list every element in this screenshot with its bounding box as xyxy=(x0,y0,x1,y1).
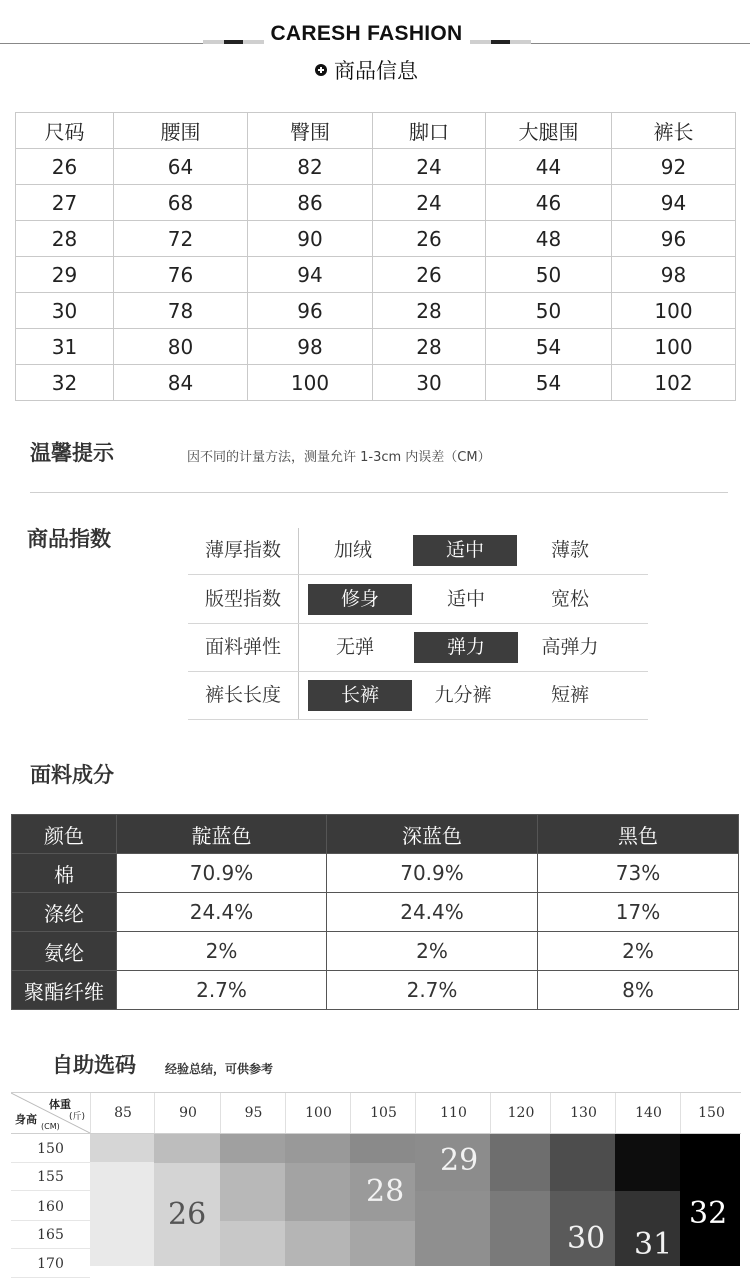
row-header: 棉 xyxy=(12,854,117,893)
table-row xyxy=(16,293,736,329)
cell: 54 xyxy=(486,329,612,365)
col-header: 尺码 xyxy=(16,113,114,149)
cell: 64 xyxy=(114,149,248,185)
size-label-30: 30 xyxy=(567,1221,606,1256)
table-row xyxy=(12,854,739,893)
col-header: 臀围 xyxy=(248,113,373,149)
cell: 50 xyxy=(486,293,612,329)
corner-weight-label: 体重 xyxy=(49,1098,71,1111)
index-row-elasticity xyxy=(188,623,648,672)
size-block xyxy=(90,1162,154,1266)
size-chart-note: 经验总结，可供参考 xyxy=(165,1062,274,1076)
fabric-title: 面料成分 xyxy=(30,763,114,787)
section-subtitle xyxy=(0,55,733,85)
table-row xyxy=(16,149,736,185)
cell: 98 xyxy=(612,257,736,293)
corner-weight-unit: (斤) xyxy=(69,1112,86,1122)
cell: 24.4% xyxy=(327,893,538,932)
table-row xyxy=(16,329,736,365)
size-block xyxy=(285,1163,350,1221)
table-row xyxy=(16,365,736,401)
index-row-fit xyxy=(188,575,648,624)
index-label: 裤长长度 xyxy=(204,684,281,706)
index-label: 面料弹性 xyxy=(204,636,281,658)
size-block xyxy=(154,1133,220,1163)
tips-title: 温馨提示 xyxy=(30,441,114,465)
size-block xyxy=(220,1133,285,1163)
index-option: 薄款 xyxy=(550,539,589,561)
cell: 86 xyxy=(248,185,373,221)
fabric-table xyxy=(11,814,739,1010)
col-header: 腰围 xyxy=(114,113,248,149)
weight-label: 95 xyxy=(220,1093,286,1133)
col-header: 颜色 xyxy=(12,815,117,854)
plus-circle-icon xyxy=(315,64,327,76)
table-row xyxy=(16,257,736,293)
height-label: 165 xyxy=(11,1222,90,1249)
weight-label: 105 xyxy=(350,1093,416,1133)
cell: 2.7% xyxy=(327,971,538,1010)
cell: 28 xyxy=(373,329,486,365)
cell: 90 xyxy=(248,221,373,257)
index-label: 版型指数 xyxy=(204,588,281,610)
cell: 26 xyxy=(16,149,114,185)
index-option: 适中 xyxy=(413,535,517,566)
weight-label: 130 xyxy=(550,1093,616,1133)
size-block xyxy=(490,1191,550,1266)
cell: 26 xyxy=(373,221,486,257)
cell: 70.9% xyxy=(327,854,538,893)
cell: 8% xyxy=(538,971,739,1010)
size-table xyxy=(15,112,736,401)
cell: 30 xyxy=(373,365,486,401)
cell: 84 xyxy=(114,365,248,401)
weight-label: 90 xyxy=(154,1093,221,1133)
index-option: 长裤 xyxy=(308,680,412,711)
size-block xyxy=(285,1133,350,1163)
size-chart-title: 自助选码 xyxy=(52,1053,136,1077)
table-row xyxy=(16,185,736,221)
index-row-thickness xyxy=(188,526,648,575)
index-row-length xyxy=(188,671,648,720)
table-row xyxy=(12,932,739,971)
height-label: 155 xyxy=(11,1164,90,1191)
cell: 32 xyxy=(16,365,114,401)
size-block xyxy=(415,1191,490,1266)
brand-title: CARESH FASHION xyxy=(270,22,463,45)
size-block xyxy=(220,1221,285,1266)
row-header: 涤纶 xyxy=(12,893,117,932)
cell: 92 xyxy=(612,149,736,185)
cell: 30 xyxy=(16,293,114,329)
cell: 17% xyxy=(538,893,739,932)
cell: 98 xyxy=(248,329,373,365)
subtitle-text: 商品信息 xyxy=(334,59,418,83)
size-block xyxy=(350,1221,415,1266)
index-title: 商品指数 xyxy=(27,527,111,551)
cell: 50 xyxy=(486,257,612,293)
cell: 28 xyxy=(16,221,114,257)
height-label: 150 xyxy=(11,1136,90,1163)
col-header: 深蓝色 xyxy=(327,815,538,854)
row-header: 氨纶 xyxy=(12,932,117,971)
cell: 2% xyxy=(117,932,327,971)
weight-label: 150 xyxy=(680,1093,742,1133)
cell: 48 xyxy=(486,221,612,257)
index-option: 短裤 xyxy=(550,684,589,706)
cell: 2% xyxy=(538,932,739,971)
cell: 70.9% xyxy=(117,854,327,893)
cell: 24 xyxy=(373,185,486,221)
cell: 80 xyxy=(114,329,248,365)
index-option: 无弹 xyxy=(335,636,374,658)
cell: 100 xyxy=(612,329,736,365)
index-option: 宽松 xyxy=(550,588,589,610)
index-label: 薄厚指数 xyxy=(204,539,281,561)
size-block xyxy=(220,1163,285,1221)
cell: 78 xyxy=(114,293,248,329)
cell: 27 xyxy=(16,185,114,221)
size-block xyxy=(490,1133,550,1191)
cell: 96 xyxy=(248,293,373,329)
size-label-32: 32 xyxy=(689,1196,728,1231)
fabric-header-row xyxy=(12,815,739,854)
table-row xyxy=(16,221,736,257)
index-option: 加绒 xyxy=(333,539,372,561)
index-option: 弹力 xyxy=(414,632,518,663)
cell: 82 xyxy=(248,149,373,185)
cell: 28 xyxy=(373,293,486,329)
cell: 24 xyxy=(373,149,486,185)
cell: 100 xyxy=(612,293,736,329)
weight-label: 140 xyxy=(615,1093,681,1133)
size-block xyxy=(350,1133,415,1163)
col-header: 裤长 xyxy=(612,113,736,149)
cell: 73% xyxy=(538,854,739,893)
cell: 94 xyxy=(612,185,736,221)
cell: 76 xyxy=(114,257,248,293)
cell: 96 xyxy=(612,221,736,257)
cell: 46 xyxy=(486,185,612,221)
cell: 102 xyxy=(612,365,736,401)
weight-label: 85 xyxy=(90,1093,155,1133)
cell: 94 xyxy=(248,257,373,293)
cell: 100 xyxy=(248,365,373,401)
cell: 68 xyxy=(114,185,248,221)
weight-label: 120 xyxy=(490,1093,551,1133)
size-block xyxy=(550,1133,615,1191)
size-block xyxy=(285,1221,350,1266)
cell: 26 xyxy=(373,257,486,293)
height-label: 160 xyxy=(11,1194,90,1221)
tips-text: 因不同的计量方法，测量允许 1-3cm 内误差（CM） xyxy=(187,450,491,465)
corner-height-label: 身高 xyxy=(15,1113,37,1126)
cell: 29 xyxy=(16,257,114,293)
size-label-28: 28 xyxy=(366,1174,405,1209)
weight-label: 100 xyxy=(285,1093,351,1133)
table-row xyxy=(12,971,739,1010)
index-option: 修身 xyxy=(308,584,412,615)
col-header: 靛蓝色 xyxy=(117,815,327,854)
index-option: 适中 xyxy=(446,588,485,610)
col-header: 大腿围 xyxy=(486,113,612,149)
cell: 72 xyxy=(114,221,248,257)
height-label: 170 xyxy=(11,1251,90,1278)
col-header: 黑色 xyxy=(538,815,739,854)
row-header: 聚酯纤维 xyxy=(12,971,117,1010)
cell: 24.4% xyxy=(117,893,327,932)
cell: 2.7% xyxy=(117,971,327,1010)
cell: 54 xyxy=(486,365,612,401)
weight-label: 110 xyxy=(415,1093,491,1133)
size-block xyxy=(615,1133,680,1191)
index-option: 九分裤 xyxy=(434,684,492,706)
size-chart-header xyxy=(11,1092,741,1134)
cell: 2% xyxy=(327,932,538,971)
cell: 31 xyxy=(16,329,114,365)
size-label-31: 31 xyxy=(634,1227,673,1262)
size-label-29: 29 xyxy=(440,1143,479,1178)
size-table-header xyxy=(16,113,736,149)
corner-height-unit: (CM) xyxy=(41,1122,60,1131)
table-row xyxy=(12,893,739,932)
divider xyxy=(30,492,728,493)
size-label-26: 26 xyxy=(168,1197,207,1232)
cell: 44 xyxy=(486,149,612,185)
col-header: 脚口 xyxy=(373,113,486,149)
index-option: 高弹力 xyxy=(541,636,599,658)
